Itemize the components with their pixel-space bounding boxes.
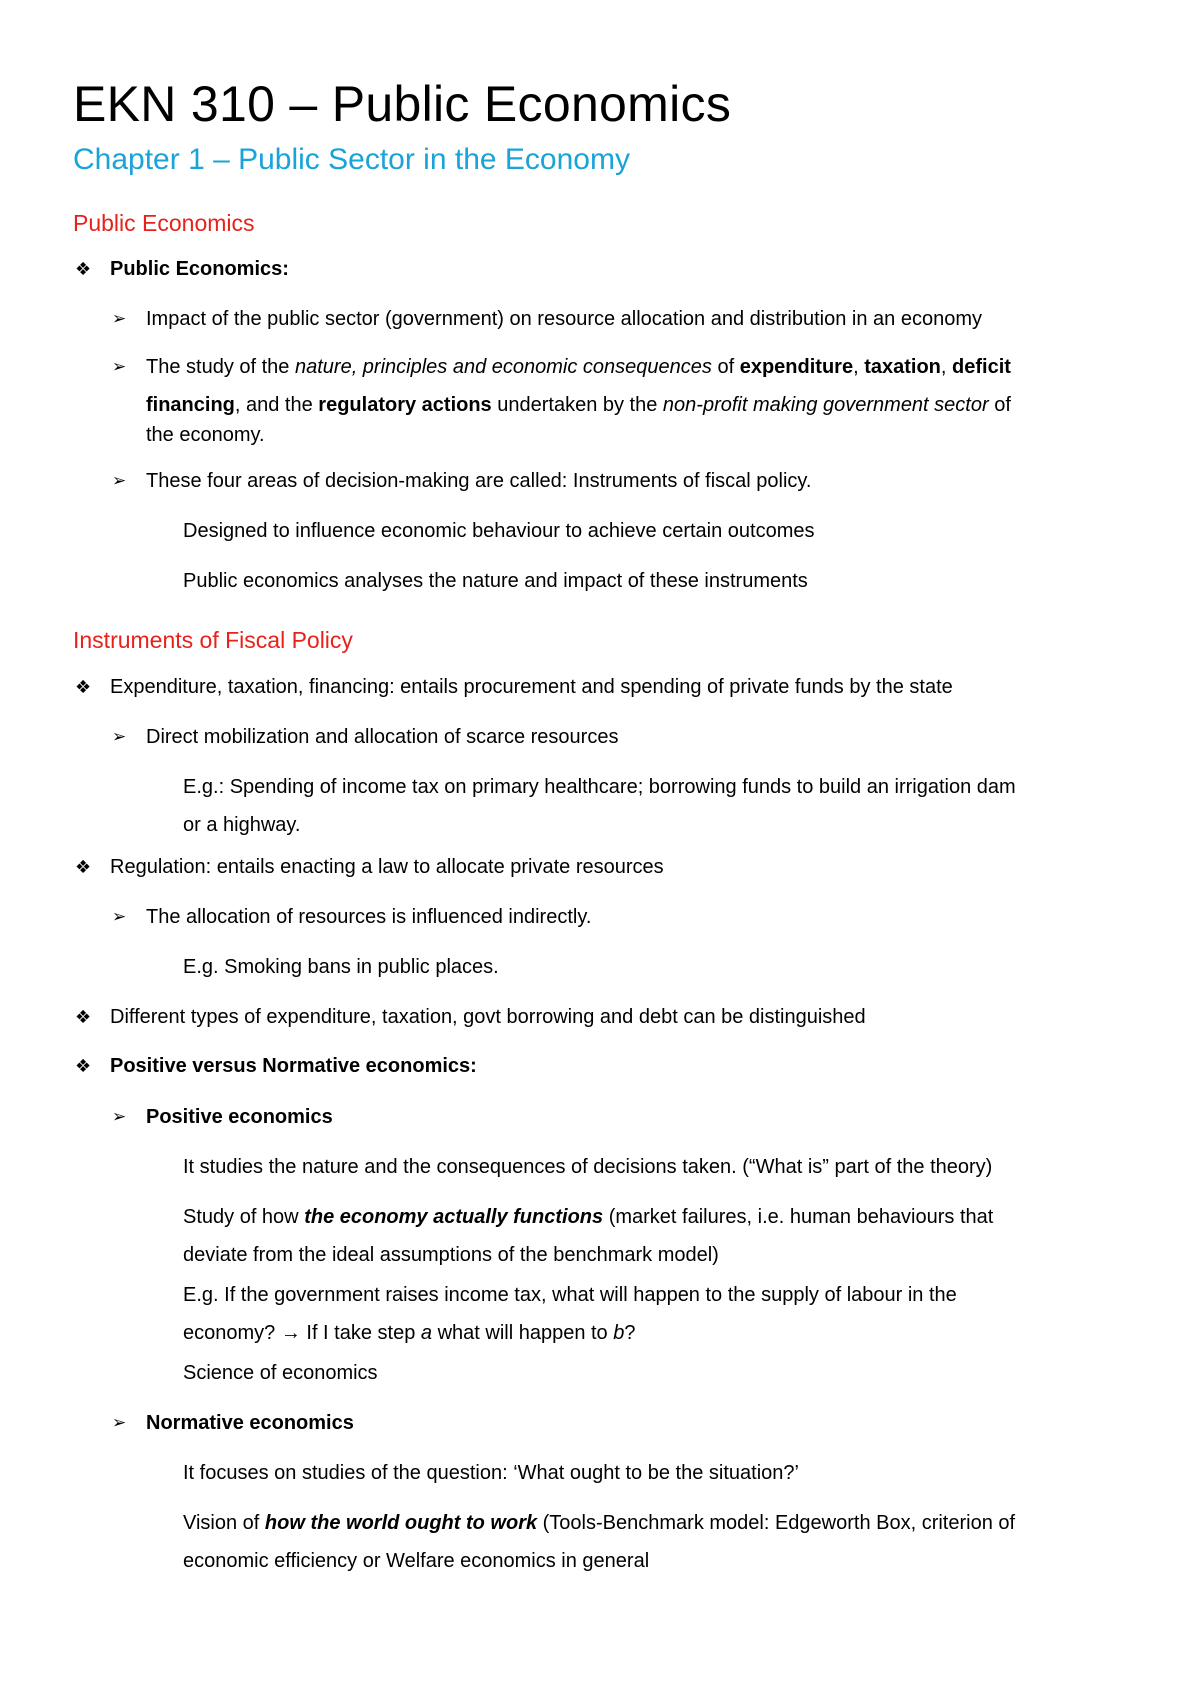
bullet-text: Different types of expenditure, taxation, govt borrowing and debt can be distinguished <box>110 1006 866 1028</box>
bullet-text: Normative economics <box>146 1412 354 1434</box>
bullet-text: Impact of the public sector (government) on resource allocation and distribution in an economy <box>146 308 983 330</box>
note-text: E.g. Smoking bans in public places. <box>183 956 499 978</box>
arrowhead-bullet-icon: ➢ <box>112 1107 127 1126</box>
document-title: EKN 310 – Public Economics <box>73 76 732 132</box>
note-text: Study of how the economy actually functions (market failures, i.e. human behaviours that <box>183 1206 994 1228</box>
arrowhead-bullet-icon: ➢ <box>112 907 127 926</box>
diamond-bullet-icon: ❖ <box>75 1007 92 1027</box>
note-text: Science of economics <box>183 1362 378 1384</box>
bullet-text: Direct mobilization and allocation of scarce resources <box>146 726 619 748</box>
chapter-subtitle: Chapter 1 – Public Sector in the Economy <box>73 143 630 176</box>
note-text: or a highway. <box>183 814 301 836</box>
note-text: economic efficiency or Welfare economics in general <box>183 1550 650 1572</box>
bullet-text: The allocation of resources is influenced indirectly. <box>146 906 592 928</box>
arrowhead-bullet-icon: ➢ <box>112 727 127 746</box>
bullet-text-continued: the economy. <box>146 424 265 446</box>
bullet-text: Positive economics <box>146 1106 333 1128</box>
bullet-text: Regulation: entails enacting a law to allocate private resources <box>110 856 664 878</box>
note-text: E.g.: Spending of income tax on primary healthcare; borrowing funds to build an irrigation dam <box>183 776 1016 798</box>
bullet-text: Public Economics: <box>110 258 289 280</box>
bullet-text: Expenditure, taxation, financing: entails procurement and spending of private funds by the state <box>110 676 953 698</box>
note-text: Designed to influence economic behaviour to achieve certain outcomes <box>183 520 815 542</box>
note-text: It focuses on studies of the question: ‘What ought to be the situation?’ <box>183 1462 799 1484</box>
note-text: E.g. If the government raises income tax, what will happen to the supply of labour in the <box>183 1284 957 1306</box>
note-text: It studies the nature and the consequences of decisions taken. (“What is” part of the theory) <box>183 1156 993 1178</box>
arrowhead-bullet-icon: ➢ <box>112 471 127 490</box>
arrowhead-bullet-icon: ➢ <box>112 309 127 328</box>
bullet-text-continued: financing, and the regulatory actions undertaken by the non-profit making government sector of <box>146 394 1011 416</box>
bullet-text: Positive versus Normative economics: <box>110 1055 477 1077</box>
note-text: Public economics analyses the nature and impact of these instruments <box>183 570 808 592</box>
section-heading-fiscal-policy: Instruments of Fiscal Policy <box>73 627 353 653</box>
arrowhead-bullet-icon: ➢ <box>112 357 127 376</box>
bullet-text: The study of the nature, principles and economic consequences of expenditure, taxation, deficit <box>146 356 1011 378</box>
bullet-text: These four areas of decision-making are called: Instruments of fiscal policy. <box>146 470 812 492</box>
diamond-bullet-icon: ❖ <box>75 677 92 697</box>
diamond-bullet-icon: ❖ <box>75 1056 92 1076</box>
note-text: Vision of how the world ought to work (Tools-Benchmark model: Edgeworth Box, criterion of <box>183 1512 1016 1534</box>
arrowhead-bullet-icon: ➢ <box>112 1413 127 1432</box>
note-text: deviate from the ideal assumptions of the benchmark model) <box>183 1244 719 1266</box>
diamond-bullet-icon: ❖ <box>75 857 92 877</box>
note-text: economy? → If I take step a what will happen to b? <box>183 1322 636 1344</box>
diamond-bullet-icon: ❖ <box>75 259 92 279</box>
section-heading-public-economics: Public Economics <box>73 210 255 236</box>
